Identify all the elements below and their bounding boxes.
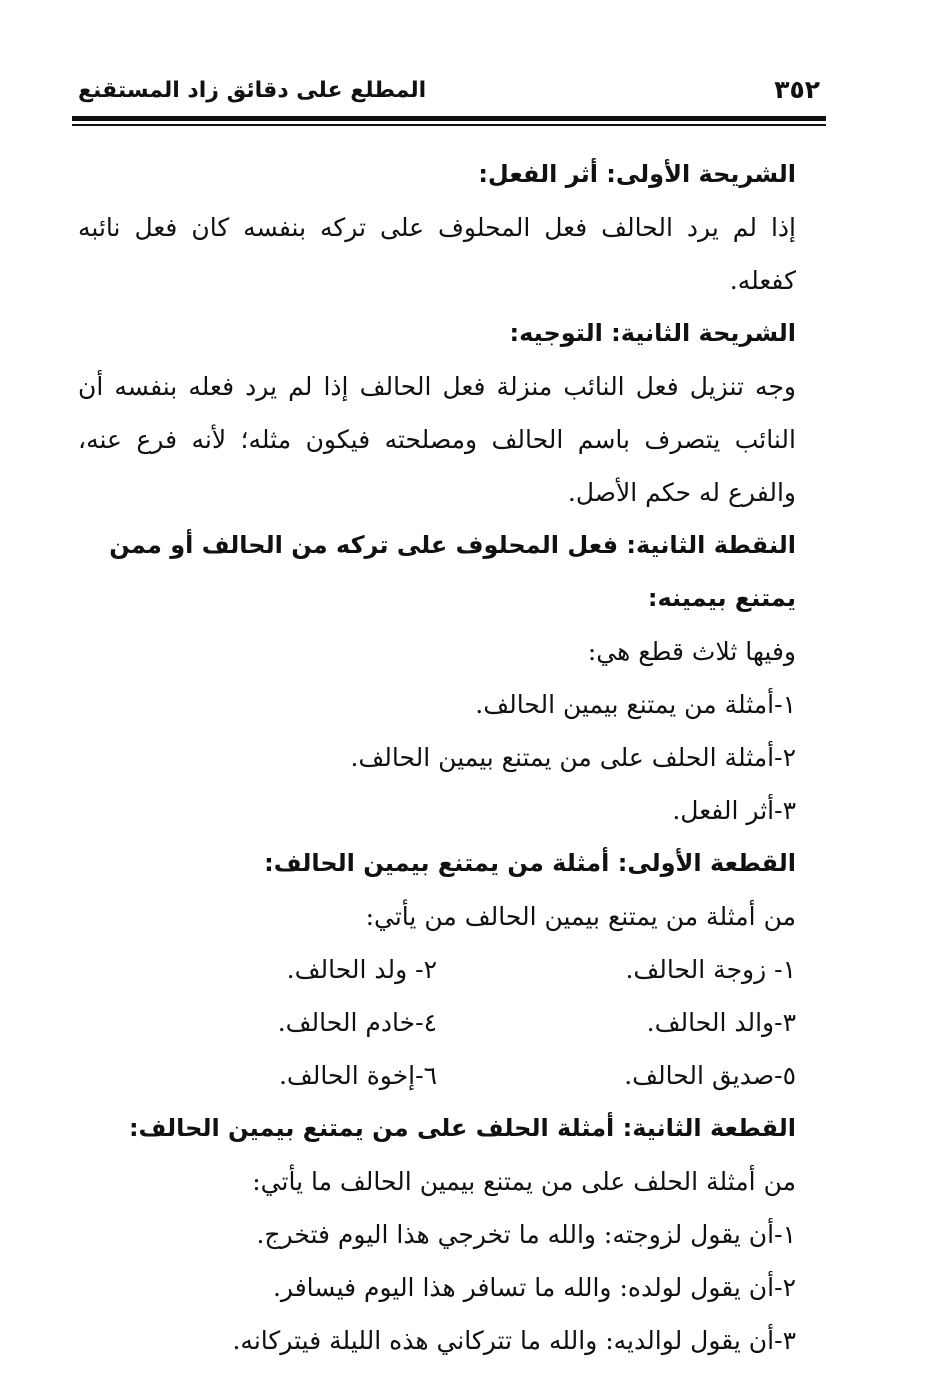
example-item: ٢- ولد الحالف. bbox=[286, 955, 437, 984]
header-rule-thin bbox=[72, 124, 826, 126]
heading-second-piece: القطعة الثانية: أمثلة الحلف على من يمتنع بيمين الحالف: bbox=[128, 1114, 796, 1142]
list-item-piece: ٢-أمثلة الحلف على من يمتنع بيمين الحالف. bbox=[350, 743, 796, 772]
list-item-oath: ٢-أن يقول لولده: والله ما تسافر هذا اليوم فيسافر. bbox=[272, 1273, 796, 1302]
list-item-oath: ١-أن يقول لزوجته: والله ما تخرجي هذا اليوم فتخرج. bbox=[256, 1220, 796, 1249]
heading-first-slide: الشريحة الأولى: أثر الفعل: bbox=[478, 160, 796, 188]
header-rule-thick bbox=[72, 116, 826, 121]
list-item-oath: ٣-أن يقول لوالديه: والله ما تتركاني هذه الليلة فيتركانه. bbox=[232, 1326, 796, 1355]
page-body bbox=[78, 148, 796, 1367]
heading-second-point: النقطة الثانية: فعل المحلوف على تركه من الحالف أو ممن يمتنع بيمينه: bbox=[109, 531, 796, 612]
book-title: المطلع على دقائق زاد المستقنع bbox=[78, 78, 427, 103]
example-item: ١- زوجة الحالف. bbox=[625, 955, 796, 984]
example-item: ٣-والد الحالف. bbox=[646, 1008, 796, 1037]
intro-second-piece: من أمثلة الحلف على من يمتنع بيمين الحالف ما يأتي: bbox=[252, 1167, 796, 1196]
paragraph-second-slide: وجه تنزيل فعل النائب منزلة فعل الحالف إذا لم يرد فعله بنفسه أن النائب يتصرف باسم الحالف ومصلحته فيكون مثله؛ لأنه فرع عنه، والفرع له حكم الأصل. bbox=[78, 372, 796, 507]
intro-first-piece: من أمثلة من يمتنع بيمين الحالف من يأتي: bbox=[365, 902, 796, 931]
examples-row bbox=[78, 943, 796, 996]
examples-row bbox=[78, 1049, 796, 1102]
paragraph-first-slide: إذا لم يرد الحالف فعل المحلوف على تركه بنفسه كان فعل نائبه كفعله. bbox=[78, 213, 796, 295]
intro-pieces: وفيها ثلاث قطع هي: bbox=[587, 637, 796, 666]
example-item: ٦-إخوة الحالف. bbox=[278, 1061, 437, 1090]
examples-row bbox=[78, 996, 796, 1049]
running-header bbox=[78, 74, 820, 114]
list-item-piece: ٣-أثر الفعل. bbox=[672, 796, 796, 825]
page-number: ٣٥٢ bbox=[774, 75, 820, 104]
example-item: ٥-صديق الحالف. bbox=[624, 1061, 796, 1090]
heading-second-slide: الشريحة الثانية: التوجيه: bbox=[509, 319, 796, 347]
heading-first-piece: القطعة الأولى: أمثلة من يمتنع بيمين الحالف: bbox=[264, 849, 796, 877]
example-item: ٤-خادم الحالف. bbox=[277, 1008, 437, 1037]
list-item-piece: ١-أمثلة من يمتنع بيمين الحالف. bbox=[475, 690, 796, 719]
